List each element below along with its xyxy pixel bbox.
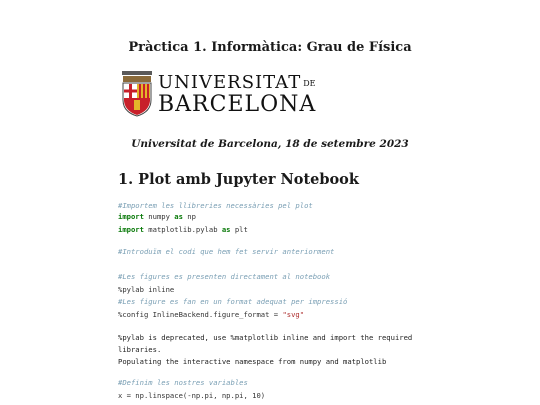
crest-icon [120, 70, 154, 118]
logo-line1: UNIVERSITAT [158, 72, 302, 93]
code-comment: #Les figures es presenten directament al notebook [118, 272, 331, 281]
code-text: matplotlib.pylab [143, 225, 222, 234]
code-comment: #Importem les llibreries necessàries pel plot [118, 201, 313, 210]
code-comment: #Definim les nostres variables [118, 378, 248, 387]
code-comment: #Les figure es fan en un format adequat per impressió [118, 297, 348, 306]
code-text: plt [230, 225, 248, 234]
code-text: np [182, 212, 196, 221]
code-keyword: as [221, 225, 231, 234]
code-keyword: as [174, 212, 183, 221]
code-output: Populating the interactive namespace from numpy and matplotlib [118, 357, 387, 366]
university-logo [118, 68, 317, 120]
logo-line1-suffix: DE [303, 79, 316, 88]
code-keyword: import [118, 225, 144, 234]
code-text: numpy [143, 212, 175, 221]
code-line [118, 310, 304, 319]
section-title: 1. Plot amb Jupyter Notebook [118, 171, 359, 188]
code-magic: %pylab inline [118, 285, 175, 294]
document-subtitle: Universitat de Barcelona, 18 de setembre 2023 [131, 138, 409, 150]
code-comment: #Introduïm el codi que hem fet servir anteriorment [118, 247, 335, 256]
code-line: x = np.linspace(-np.pi, np.pi, 10) [118, 391, 266, 400]
code-text: %config InlineBackend.figure_format = [118, 310, 283, 319]
logo-line2: BARCELONA [158, 92, 317, 117]
document-title: Pràctica 1. Informàtica: Grau de Física [128, 40, 412, 55]
code-keyword: import [118, 212, 144, 221]
code-output: %pylab is deprecated, use %matplotlib inline and import the required [118, 333, 413, 342]
code-line [118, 212, 196, 221]
code-string: "svg" [282, 310, 305, 319]
code-line [118, 225, 248, 234]
code-output: libraries. [118, 345, 162, 354]
logo-wordmark [158, 73, 316, 116]
